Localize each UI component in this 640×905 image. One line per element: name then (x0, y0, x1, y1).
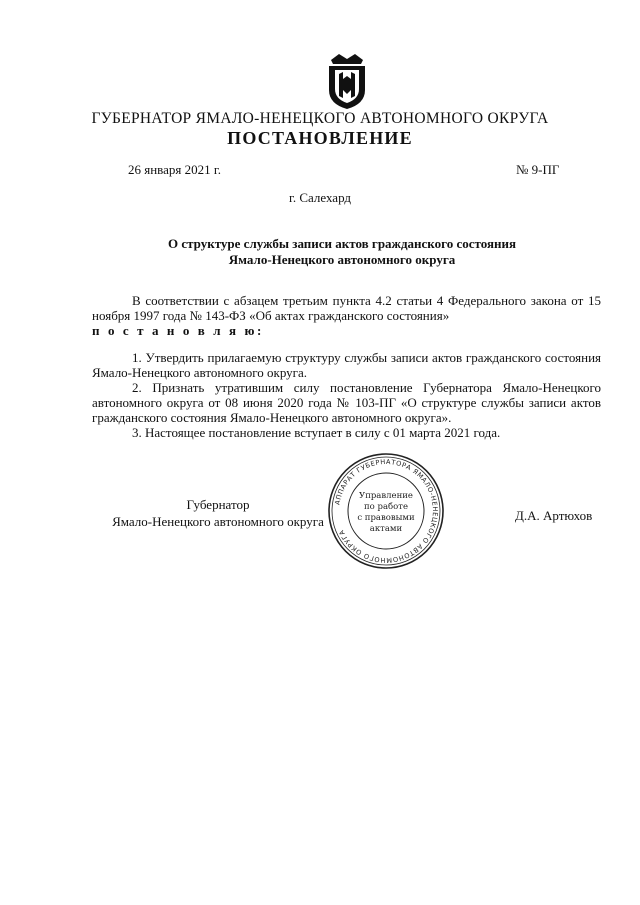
stamp-line-3: с правовыми (357, 513, 415, 523)
preamble-text: В соответствии с абзацем третьим пункта 4.2 статьи 4 Федерального закона от 15 ноября 1997 года № 143-ФЗ «Об актах гражданского состояния» (92, 293, 601, 323)
signatory-title-line-2: Ямало-Ненецкого автономного округа (112, 514, 324, 529)
decree-word: п о с т а н о в л я ю: (92, 323, 264, 338)
stamp-ring-text: АППАРАТ ГУБЕРНАТОРА ЯМАЛО-НЕНЕЦКОГО АВТОНОМНОГО ОКРУГА (333, 457, 440, 565)
document-type: ПОСТАНОВЛЕНИЕ (227, 128, 413, 148)
document-subject (92, 236, 592, 268)
subject-line-1: О структуре службы записи актов гражданского состояния (167, 236, 517, 251)
issuing-authority: ГУБЕРНАТОР ЯМАЛО-НЕНЕЦКОГО АВТОНОМНОГО ОКРУГА (91, 110, 549, 127)
preamble-paragraph (92, 293, 601, 338)
document-city: г. Салехард (288, 190, 352, 205)
signatory-title-line-1: Губернатор (186, 497, 250, 512)
decree-items (92, 350, 601, 440)
decree-item-1: 1. Утвердить прилагаемую структуру службы записи актов гражданского состояния Ямало-Ненецкого автономного округа. (92, 350, 601, 380)
official-stamp (327, 452, 445, 570)
decree-item-3: 3. Настоящее постановление вступает в силу с 01 марта 2021 года. (132, 425, 501, 440)
decree-item-2: 2. Признать утратившим силу постановление Губернатора Ямало-Ненецкого автономного округа от 08 июня 2020 года № 103-ПГ «О структуре службы записи актов гражданского состояния Ямало-Ненецкого автономного округа». (92, 380, 601, 425)
signatory-name: Д.А. Артюхов (515, 508, 593, 523)
stamp-line-1: Управление (359, 491, 413, 501)
stamp-line-4: актами (369, 524, 403, 534)
coat-of-arms-icon (325, 52, 369, 110)
document-date: 26 января 2021 г. (128, 162, 222, 177)
document-number: № 9-ПГ (516, 162, 560, 177)
stamp-line-2: по работе (364, 502, 408, 512)
signatory-title (98, 496, 338, 530)
subject-line-2: Ямало-Ненецкого автономного округа (228, 252, 456, 267)
